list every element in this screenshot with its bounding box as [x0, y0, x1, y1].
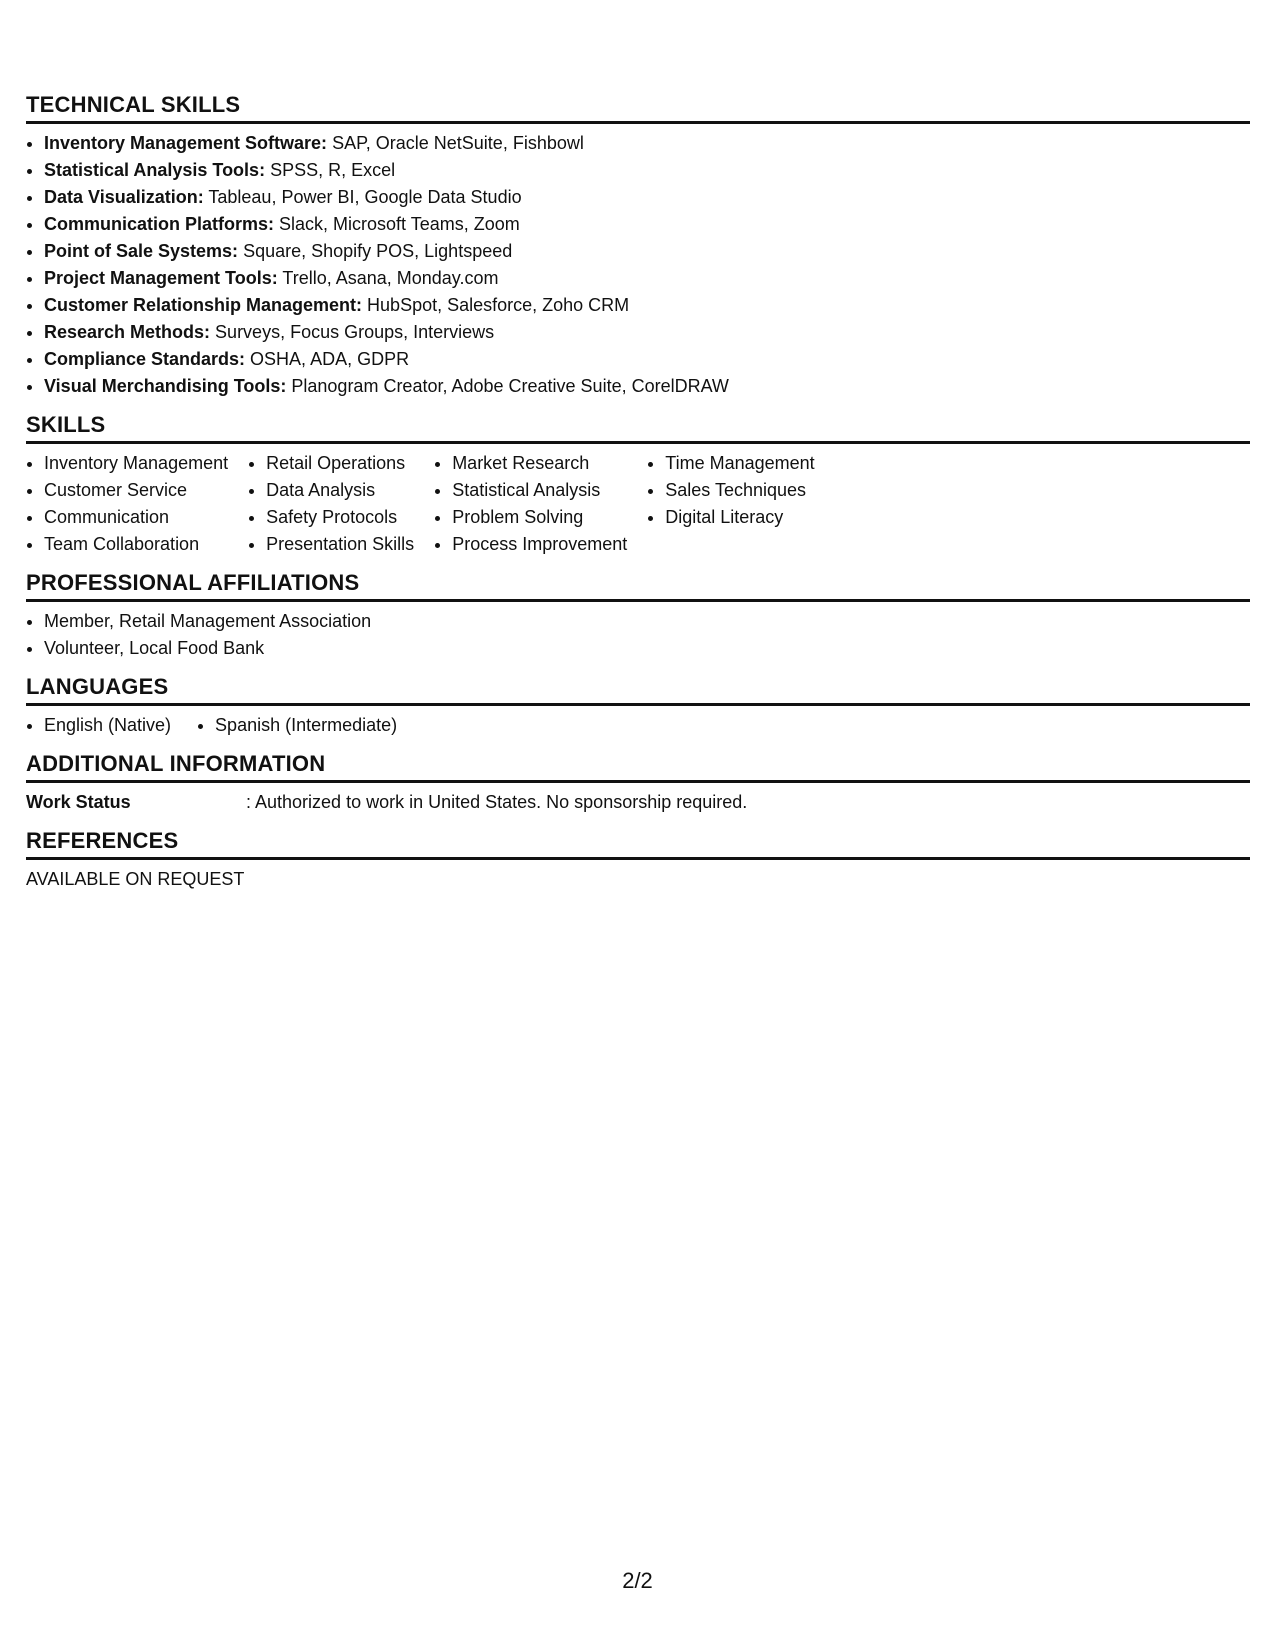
skills-column	[434, 450, 627, 558]
skill-value: SPSS, R, Excel	[265, 160, 396, 180]
list-item	[44, 373, 1250, 400]
list-item: • Process Improvement	[452, 531, 627, 558]
list-item: • Problem Solving	[452, 504, 627, 531]
skills-column	[248, 450, 414, 558]
skill-value: Square, Shopify POS, Lightspeed	[238, 241, 513, 261]
skill-value: SAP, Oracle NetSuite, Fishbowl	[327, 133, 584, 153]
skills-grid	[26, 450, 1250, 558]
list-item: • Volunteer, Local Food Bank	[44, 635, 1250, 662]
list-item	[44, 130, 1250, 157]
section-title-references: REFERENCES	[26, 828, 1250, 860]
list-item: • Inventory Management	[44, 450, 228, 477]
skill-value: Planogram Creator, Adobe Creative Suite, CorelDRAW	[286, 376, 729, 396]
skill-label: Point of Sale Systems:	[44, 241, 239, 261]
technical-skills-list	[26, 130, 1250, 400]
section-title-technical-skills: TECHNICAL SKILLS	[26, 92, 1250, 124]
list-item: • Data Analysis	[266, 477, 414, 504]
list-item: • Sales Techniques	[665, 477, 814, 504]
skill-value: OSHA, ADA, GDPR	[245, 349, 410, 369]
skill-label: Compliance Standards:	[44, 349, 246, 369]
list-item: • Communication	[44, 504, 228, 531]
section-title-skills: SKILLS	[26, 412, 1250, 444]
work-status-label: Work Status	[26, 792, 131, 812]
list-item: • Presentation Skills	[266, 531, 414, 558]
list-item	[44, 157, 1250, 184]
skill-label: Customer Relationship Management:	[44, 295, 363, 315]
languages-section	[26, 674, 1250, 739]
list-item: • Safety Protocols	[266, 504, 414, 531]
skill-value: Surveys, Focus Groups, Interviews	[210, 322, 495, 342]
skill-label: Research Methods:	[44, 322, 211, 342]
list-item	[44, 346, 1250, 373]
technical-skills-section	[26, 92, 1250, 400]
list-item: • Spanish (Intermediate)	[215, 712, 397, 739]
list-item: • Member, Retail Management Association	[44, 608, 1250, 635]
list-item	[44, 238, 1250, 265]
work-status-row	[26, 789, 1250, 816]
references-section	[26, 828, 1250, 893]
skill-label: Inventory Management Software:	[44, 133, 328, 153]
list-item: • Customer Service	[44, 477, 228, 504]
resume-page	[26, 92, 1250, 905]
work-status-value: : Authorized to work in United States. No sponsorship required.	[246, 792, 748, 812]
list-item: • Digital Literacy	[665, 504, 814, 531]
skill-value: Tableau, Power BI, Google Data Studio	[203, 187, 522, 207]
list-item: • Time Management	[665, 450, 814, 477]
list-item	[44, 184, 1250, 211]
list-item: • Market Research	[452, 450, 627, 477]
skill-label: Communication Platforms:	[44, 214, 275, 234]
list-item: • Team Collaboration	[44, 531, 228, 558]
skill-value: Slack, Microsoft Teams, Zoom	[274, 214, 520, 234]
additional-info-section	[26, 751, 1250, 816]
list-item	[44, 265, 1250, 292]
skills-section	[26, 412, 1250, 558]
list-item	[44, 292, 1250, 319]
skill-value: HubSpot, Salesforce, Zoho CRM	[362, 295, 630, 315]
section-title-affiliations: PROFESSIONAL AFFILIATIONS	[26, 570, 1250, 602]
skills-column	[647, 450, 814, 531]
page-number: 2/2	[622, 1568, 653, 1593]
languages-list	[26, 712, 1250, 739]
skill-label: Project Management Tools:	[44, 268, 278, 288]
affiliations-section	[26, 570, 1250, 662]
list-item: • Statistical Analysis	[452, 477, 627, 504]
list-item: • Retail Operations	[266, 450, 414, 477]
list-item: • English (Native)	[44, 712, 171, 739]
skill-label: Statistical Analysis Tools:	[44, 160, 266, 180]
skill-value: Trello, Asana, Monday.com	[277, 268, 499, 288]
list-item	[44, 211, 1250, 238]
section-title-additional-info: ADDITIONAL INFORMATION	[26, 751, 1250, 783]
skills-column	[26, 450, 228, 558]
references-text: AVAILABLE ON REQUEST	[26, 869, 245, 889]
skill-label: Visual Merchandising Tools:	[44, 376, 287, 396]
skill-label: Data Visualization:	[44, 187, 204, 207]
affiliations-list	[26, 608, 1250, 662]
section-title-languages: LANGUAGES	[26, 674, 1250, 706]
list-item	[44, 319, 1250, 346]
